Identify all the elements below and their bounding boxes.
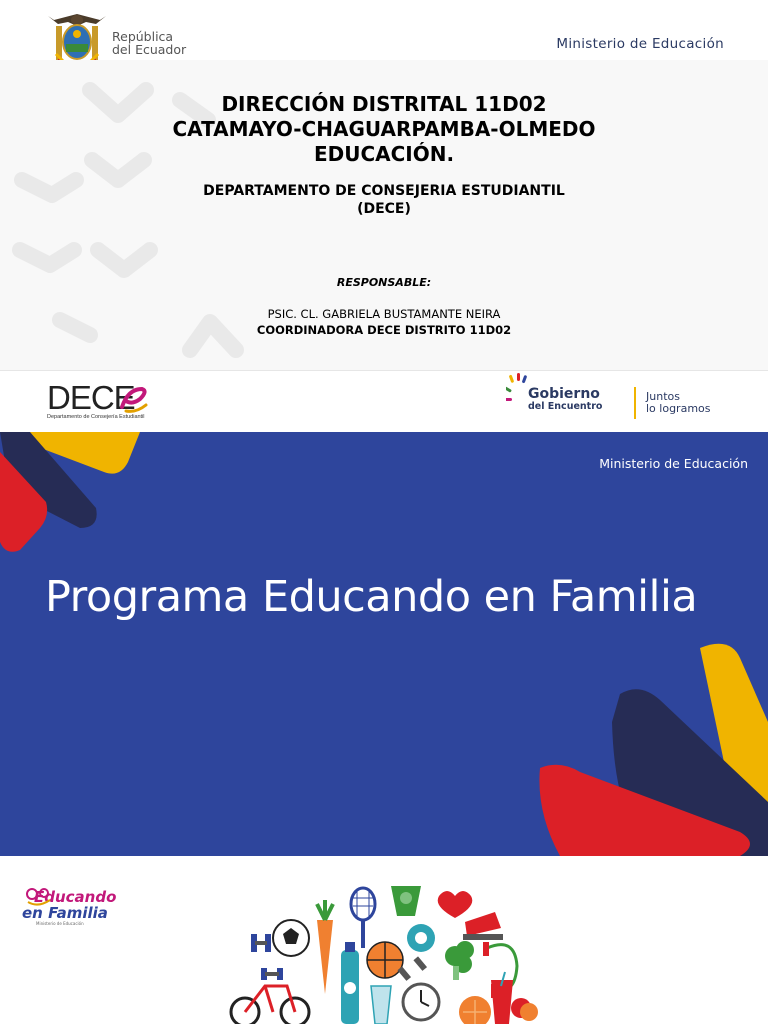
family-hearts-icon	[24, 886, 54, 906]
carrot-icon	[317, 900, 333, 994]
running-shoe-icon	[463, 912, 503, 940]
country-line-1: República	[112, 29, 174, 44]
alarm-clock-icon	[403, 984, 439, 1020]
educando-caption: Ministerio de Educación	[36, 921, 84, 926]
gov-slogan	[646, 391, 711, 415]
apple-icon	[511, 998, 538, 1021]
title-line-2: CATAMAYO-CHAGUARPAMBA-OLMEDO	[172, 117, 596, 141]
country-name	[112, 30, 186, 56]
cover-header	[0, 0, 768, 60]
program-title: Programa Educando en Familia	[45, 572, 698, 622]
gov-sun-icon	[506, 373, 530, 413]
department-line-2: (DECE)	[357, 201, 411, 217]
dece-swoosh-icon	[118, 383, 152, 417]
educando-logo	[22, 886, 116, 926]
educando-line-2: en Familia	[22, 904, 108, 922]
program-slide	[0, 432, 768, 856]
slogan-line-1: Juntos	[646, 390, 680, 403]
orange-fruit-icon	[459, 996, 491, 1024]
juice-glass-icon	[491, 972, 513, 1024]
water-bottle-icon	[341, 942, 359, 1024]
department-line-1: DEPARTAMENTO DE CONSEJERIA ESTUDIANTIL	[203, 183, 565, 199]
healthy-lifestyle-illustration	[225, 876, 555, 1024]
racket-icon	[351, 888, 375, 948]
title-line-3: EDUCACIÓN.	[313, 142, 455, 166]
dece-logo-text: DECE	[47, 379, 135, 416]
dece-caption: Departamento de Consejería Estudiantil	[47, 414, 145, 420]
ministry-label: Ministerio de Educación	[599, 456, 748, 471]
gov-logo	[528, 387, 602, 412]
title-line-1: DIRECCIÓN DISTRITAL 11D02	[221, 92, 547, 116]
responsible-name: PSIC. CL. GABRIELA BUSTAMANTE NEIRA	[267, 307, 501, 321]
responsible-role: COORDINADORA DECE DISTRITO 11D02	[256, 323, 512, 337]
educando-line-1: Educando	[34, 888, 117, 906]
country-line-2: del Ecuador	[112, 42, 187, 57]
department-title	[0, 182, 768, 218]
tape-measure-icon	[407, 924, 435, 952]
cover-slide	[0, 0, 768, 432]
soccer-ball-icon	[273, 920, 309, 956]
water-glass-icon	[371, 986, 391, 1024]
gov-line-2: del Encuentro	[528, 401, 603, 412]
gov-divider	[634, 387, 636, 419]
heart-rate-icon	[438, 891, 473, 918]
cover-footer	[0, 370, 768, 433]
cover-title	[0, 92, 768, 167]
ministry-name: Ministerio de Educación	[556, 36, 724, 52]
broccoli-icon	[445, 941, 474, 980]
drink-cup-icon	[391, 886, 421, 916]
gov-line-1: Gobierno	[528, 386, 600, 402]
illustration-slide	[0, 856, 768, 1024]
ecuador-coat-of-arms-icon	[44, 10, 110, 66]
decorative-triangles	[0, 432, 768, 856]
basketball-icon	[367, 942, 403, 978]
bicycle-icon	[231, 986, 309, 1024]
responsible-label: RESPONSABLE:	[336, 276, 432, 289]
slogan-line-2: lo logramos	[646, 402, 711, 415]
